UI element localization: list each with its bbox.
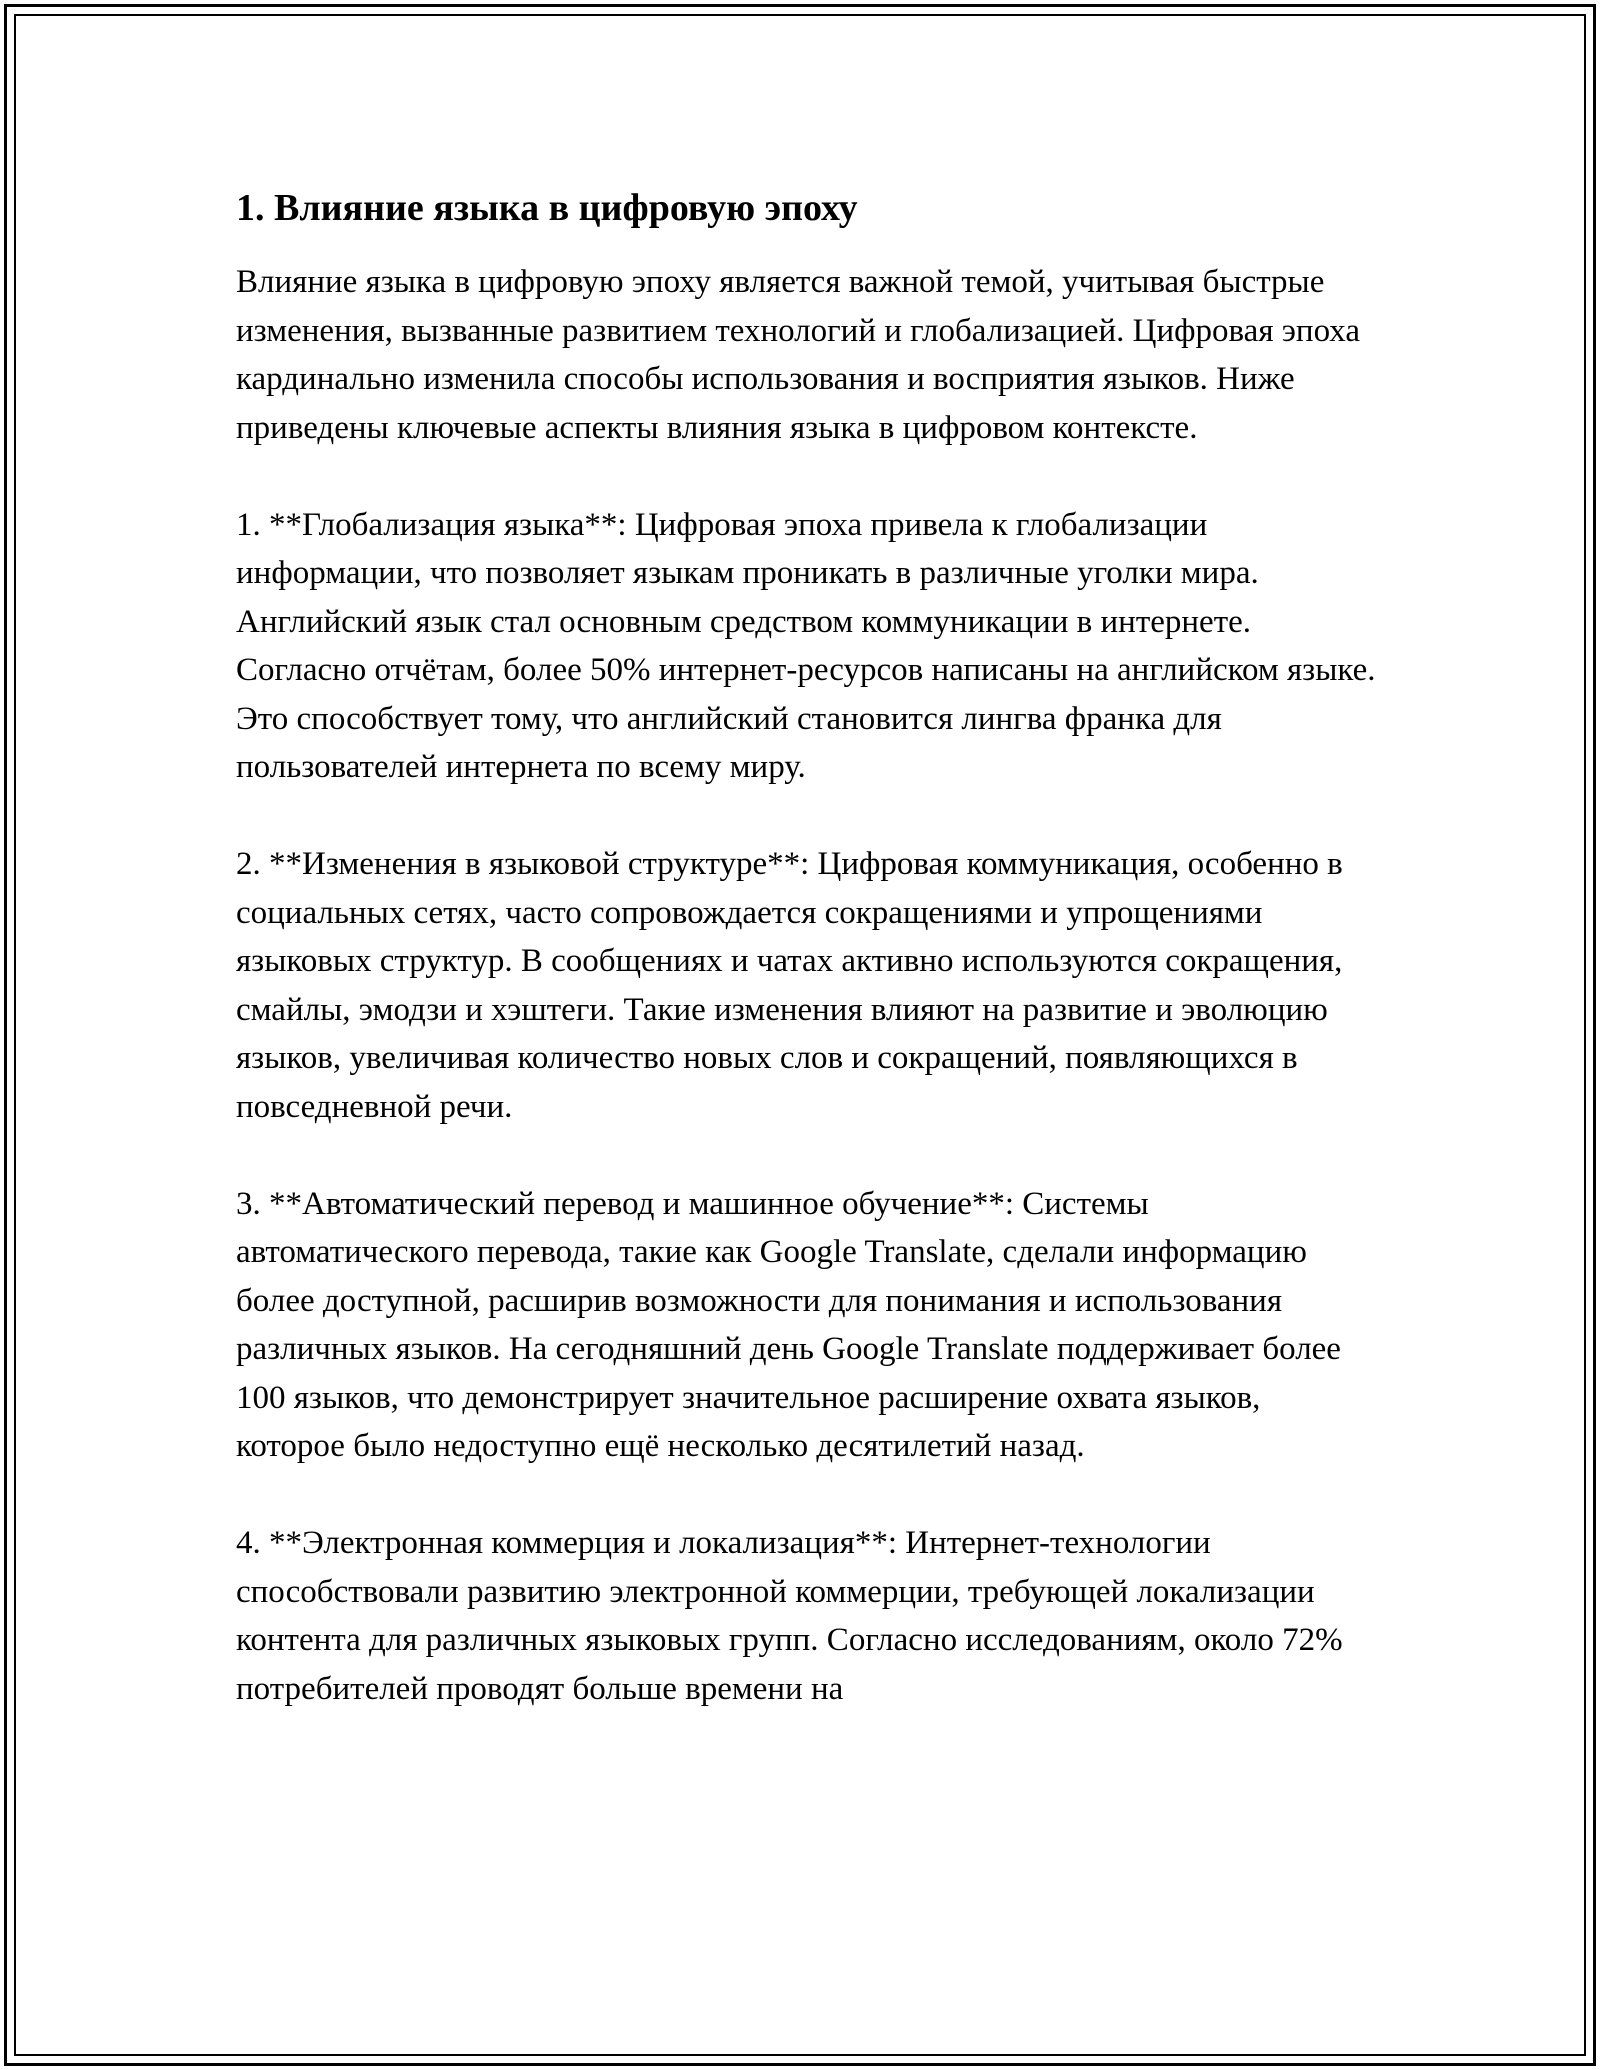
intro-paragraph: Влияние языка в цифровую эпоху является важной темой, учитывая быстрые изменения, вызванные развитием технологий и глобализацией. Цифровая эпоха кардинально изменила способы использования и восприятия языков. Ниже приведены ключевые аспекты влияния языка в цифровом контексте. [236, 264, 1360, 446]
paragraph-machine-translation: 3. **Автоматический перевод и машинное обучение**: Системы автоматического перевода, такие как Google Translate, сделали информацию более доступной, расширив возможности для понимания и использования различных языков. На сегодняшний день Google Translate поддерживает более 100 языков, что демонстрирует значительное расширение охвата языков, которое было недоступно ещё несколько десятилетий назад. [236, 1185, 1341, 1464]
section-heading: 1. Влияние языка в цифровую эпоху [236, 187, 858, 229]
document-body [236, 184, 1376, 1713]
paragraph-language-structure: 2. **Изменения в языковой структуре**: Цифровая коммуникация, особенно в социальных сетях, часто сопровождается сокращениями и упрощениями языковых структур. В сообщениях и чатах активно используются сокращения, смайлы, эмодзи и хэштеги. Такие изменения влияют на развитие и эволюцию языков, увеличивая количество новых слов и сокращений, появляющихся в повседневной речи. [236, 846, 1343, 1125]
paragraph-globalization: 1. **Глобализация языка**: Цифровая эпоха привела к глобализации информации, что позволяет языкам проникать в различные уголки мира. Английский язык стал основным средством коммуникации в интернете. Согласно отчётам, более 50% интернет-ресурсов написаны на английском языке. Это способствует тому, что английский становится лингва франка для пользователей интернета по всему миру. [236, 506, 1376, 785]
paragraph-ecommerce-localization: 4. **Электронная коммерция и локализация**: Интернет-технологии способствовали развитию электронной коммерции, требующей локализации контента для различных языковых групп. Согласно исследованиям, около 72% потребителей проводят больше времени на [236, 1525, 1343, 1707]
